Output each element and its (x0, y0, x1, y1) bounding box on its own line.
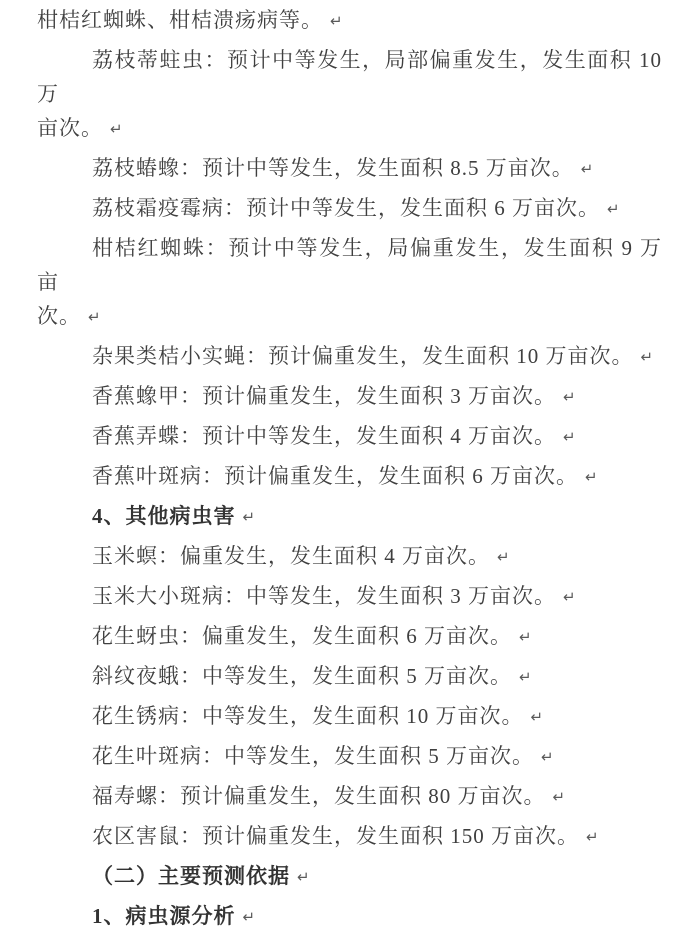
heading-text: （二）主要预测依据 (92, 864, 290, 888)
paragraph-line (37, 151, 662, 186)
paragraph-text: 香蕉蟓甲：预计偏重发生，发生面积 3 万亩次。 (92, 384, 556, 408)
section-heading-other-pests (37, 499, 662, 534)
paragraph-text: 杂果类桔小实蝇：预计偏重发生，发生面积 10 万亩次。 (92, 344, 634, 368)
paragraph-text: 柑桔红蜘蛛：预计中等发生，局偏重发生，发生面积 9 万亩 (37, 236, 662, 294)
paragraph-line (37, 779, 662, 814)
paragraph-mark-icon: ↵ (110, 120, 123, 138)
paragraph-mark-icon: ↵ (530, 708, 544, 726)
paragraph-mark-icon: ↵ (242, 908, 256, 926)
paragraph-line (37, 43, 662, 111)
paragraph-text: 玉米大小斑病：中等发生，发生面积 3 万亩次。 (92, 584, 556, 608)
paragraph-mark-icon: ↵ (330, 12, 343, 30)
paragraph-mark-icon: ↵ (88, 308, 101, 326)
paragraph-line (37, 299, 662, 334)
heading-text: 4、其他病虫害 (92, 504, 236, 528)
paragraph-mark-icon: ↵ (541, 748, 554, 766)
paragraph-text: 亩次。 (37, 116, 103, 140)
paragraph-mark-icon: ↵ (563, 428, 576, 446)
paragraph-text: 荔枝霜疫霉病：预计中等发生，发生面积 6 万亩次。 (92, 196, 600, 220)
paragraph-line (37, 659, 662, 694)
paragraph-mark-icon: ↵ (580, 160, 594, 178)
paragraph-mark-icon: ↵ (563, 388, 576, 406)
paragraph-text: 花生蚜虫：偏重发生，发生面积 6 万亩次。 (92, 624, 512, 648)
paragraph-text: 花生锈病：中等发生，发生面积 10 万亩次。 (92, 704, 524, 728)
paragraph-text: 香蕉叶斑病：预计偏重发生，发生面积 6 万亩次。 (92, 464, 578, 488)
paragraph-line (37, 231, 662, 299)
paragraph-mark-icon: ↵ (242, 508, 256, 526)
paragraph-line (37, 619, 662, 654)
heading-text: 1、病虫源分析 (92, 904, 236, 928)
paragraph-mark-icon: ↵ (519, 668, 532, 686)
paragraph-line (37, 419, 662, 454)
paragraph-mark-icon: ↵ (640, 348, 654, 366)
paragraph-line (37, 539, 662, 574)
paragraph-line (37, 339, 662, 374)
paragraph-text: 香蕉弄蝶：预计中等发生，发生面积 4 万亩次。 (92, 424, 556, 448)
paragraph-line (37, 459, 662, 494)
paragraph-mark-icon: ↵ (297, 868, 310, 886)
paragraph-mark-icon: ↵ (586, 828, 599, 846)
paragraph-mark-icon: ↵ (552, 788, 566, 806)
paragraph-line (37, 739, 662, 774)
section-heading-pest-source-analysis (37, 899, 662, 934)
paragraph-text: 农区害鼠：预计偏重发生，发生面积 150 万亩次。 (92, 824, 579, 848)
paragraph-line (37, 819, 662, 854)
paragraph-line (37, 111, 662, 146)
paragraph-text: 柑桔红蜘蛛、柑桔溃疡病等。 (37, 8, 323, 32)
paragraph-mark-icon: ↵ (497, 548, 510, 566)
paragraph-mark-icon: ↵ (563, 588, 576, 606)
paragraph-text: 福寿螺：预计偏重发生，发生面积 80 万亩次。 (92, 784, 546, 808)
paragraph-text: 玉米螟：偏重发生，发生面积 4 万亩次。 (92, 544, 490, 568)
paragraph-line (37, 3, 662, 38)
paragraph-text: 花生叶斑病：中等发生，发生面积 5 万亩次。 (92, 744, 534, 768)
paragraph-line (37, 191, 662, 226)
paragraph-text: 荔枝蝽蟓：预计中等发生，发生面积 8.5 万亩次。 (92, 156, 574, 180)
paragraph-mark-icon: ↵ (519, 628, 532, 646)
paragraph-text: 次。 (37, 304, 81, 328)
section-heading-prediction-basis (37, 859, 662, 894)
paragraph-text: 斜纹夜蛾：中等发生，发生面积 5 万亩次。 (92, 664, 512, 688)
paragraph-line (37, 579, 662, 614)
paragraph-text: 荔枝蒂蛀虫：预计中等发生，局部偏重发生，发生面积 10 万 (37, 48, 662, 106)
paragraph-mark-icon: ↵ (607, 200, 620, 218)
paragraph-mark-icon: ↵ (585, 468, 598, 486)
paragraph-line (37, 379, 662, 414)
paragraph-line (37, 699, 662, 734)
